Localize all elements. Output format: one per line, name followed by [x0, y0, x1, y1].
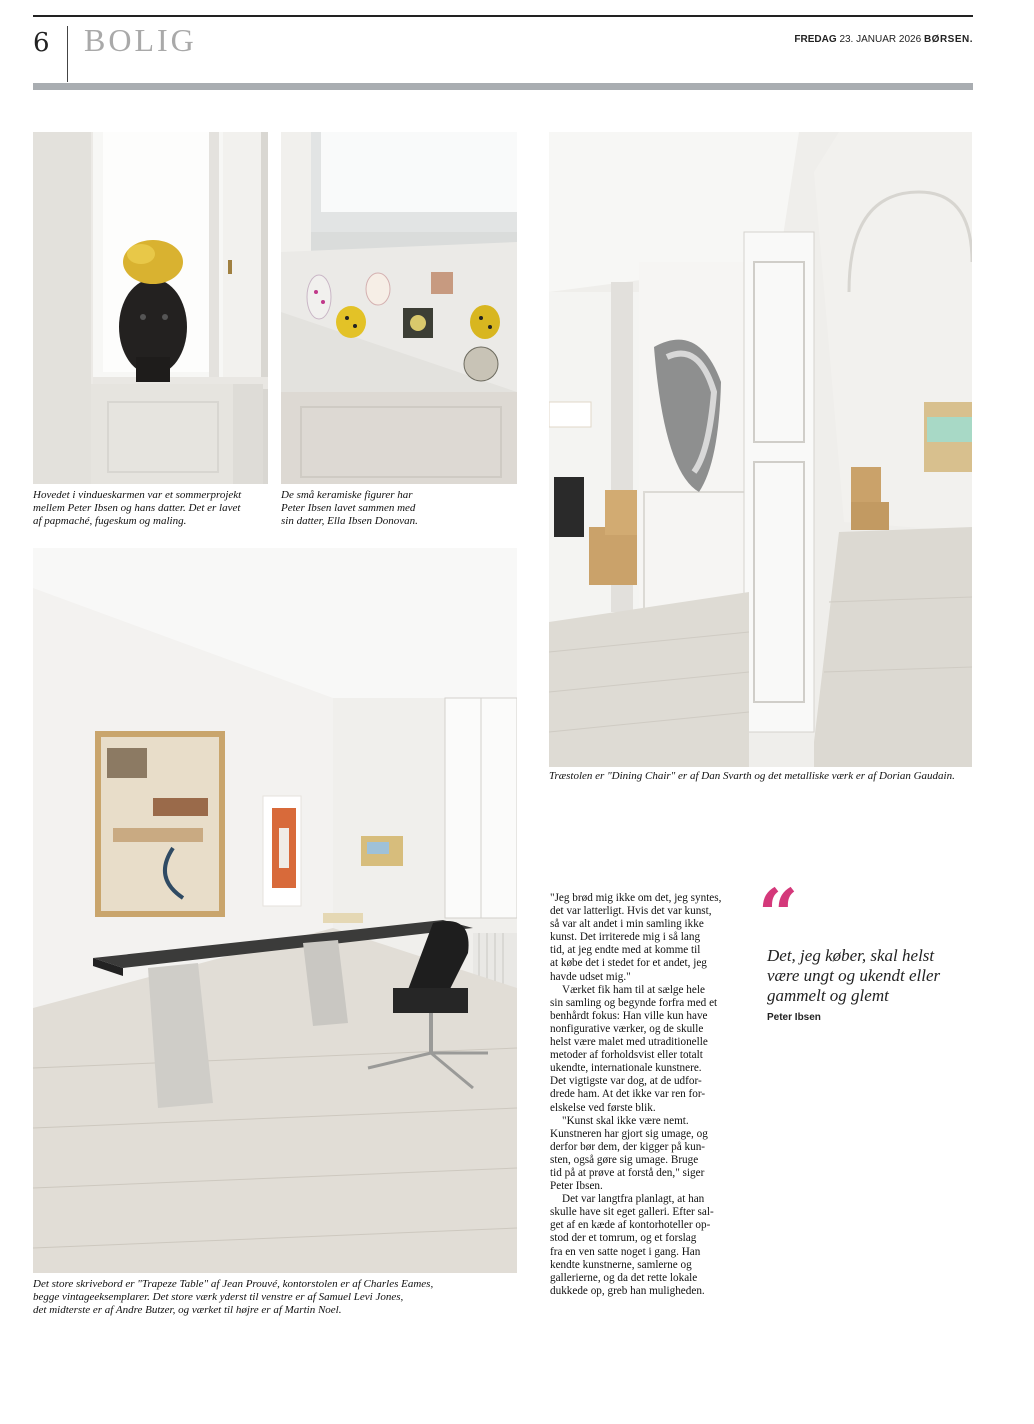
pull-quote-line: være ungt og ukendt eller: [767, 966, 941, 985]
article-line: "Kunst skal ikke være nemt.: [562, 1114, 689, 1127]
caption-head-sculpture: [33, 489, 241, 529]
caption-line: mellem Peter Ibsen og hans datter. Det er lavet: [33, 502, 241, 515]
article-line: kendte kunstnerne, samlerne og: [550, 1258, 692, 1271]
article-line: Peter Ibsen.: [550, 1180, 603, 1193]
article-line: skulle have sit eget galleri. Efter sal-: [550, 1206, 714, 1219]
article-line: Kunstneren har gjort sig umage, og: [550, 1127, 708, 1140]
article-line: sten, også gøre sig umage. Bruge: [550, 1153, 699, 1166]
header-band: [33, 83, 973, 90]
photo-desk-room: [33, 548, 517, 1273]
article-line: Værket fik ham til at sælge hele: [562, 983, 705, 996]
caption-line: Peter Ibsen lavet sammen med: [281, 502, 416, 515]
header-divider: [67, 26, 68, 82]
article-line: dukkede op, greb han muligheden.: [550, 1284, 705, 1297]
article-line: Det vigtigste var dog, at de udfor-: [550, 1075, 702, 1088]
dateline-date: 23. JANUAR 2026: [839, 34, 922, 45]
article-line: ukendte, internationale kunstnere.: [550, 1062, 702, 1075]
caption-desk-room: [33, 1278, 433, 1318]
caption-line: Hovedet i vindueskarmen var et sommerprojekt: [33, 489, 242, 501]
pull-quote-line: Det, jeg køber, skal helst: [767, 946, 935, 965]
article-line: "Jeg brød mig ikke om det, jeg syntes,: [550, 892, 722, 904]
dateline-day: FREDAG: [794, 34, 837, 45]
article-line: så var alt andet i min samling ikke: [550, 918, 704, 931]
caption-line: sin datter, Ella Ibsen Donovan.: [281, 515, 418, 528]
caption-line: Træstolen er "Dining Chair" er af Dan Svarth og det metalliske værk er af Dorian Gaudain.: [549, 770, 955, 782]
article-line: havde udset mig.": [550, 970, 631, 983]
caption-ceramics: [281, 489, 418, 529]
article-line: nonfigurative værker, og de skulle: [550, 1022, 704, 1035]
article-line: drede ham. At det ikke var ren for-: [550, 1088, 706, 1101]
article-line: det var latterligt. Hvis det var kunst,: [550, 905, 712, 918]
article-line: tid, at jeg endte med at komme til: [550, 944, 701, 957]
caption-chair-room: [549, 770, 955, 783]
article-line: Det var langtfra planlagt, at han: [562, 1193, 705, 1206]
caption-line: af papmaché, fugeskum og maling.: [33, 515, 187, 528]
article-line: stod der et tomrum, og et forslag: [550, 1232, 697, 1245]
caption-line: Det store skrivebord er "Trapeze Table" af Jean Prouvé, kontorstolen er af Charles Eames,: [33, 1278, 434, 1290]
dateline: [794, 34, 973, 45]
article-line: tid på at prøve at forstå den," siger: [550, 1166, 705, 1179]
caption-line: det midterste er af Andre Butzer, og værket til højre er af Martin Noel.: [33, 1304, 342, 1317]
page-number: 6: [33, 28, 50, 58]
article-line: derfor bør dem, der kigger på kun-: [550, 1140, 706, 1153]
article-line: helst være malet med utraditionelle: [550, 1036, 708, 1049]
article-line: gallerierne, og da det rette lokale: [550, 1271, 698, 1284]
pull-quote-author: Peter Ibsen: [767, 1012, 821, 1023]
article-line: benhårdt fokus: Han ville kun have: [550, 1009, 708, 1022]
article-line: metoder af forholdsvist eller totalt: [550, 1049, 703, 1062]
pull-quote-line: gammelt og glemt: [767, 986, 889, 1005]
section-title: BOLIG: [84, 22, 197, 58]
article-line: elskelse ved første blik.: [550, 1101, 656, 1114]
pull-quote: [767, 946, 967, 1006]
caption-line: begge vintageeksemplarer. Det store værk yderst til venstre er af Samuel Levi Jones,: [33, 1291, 404, 1304]
photo-ceramics: [281, 132, 517, 484]
article-line: sin samling og begynde forfra med et: [550, 996, 718, 1009]
caption-line: De små keramiske figurer har: [281, 489, 413, 501]
photo-head-sculpture: [33, 132, 268, 484]
publication-logo: BØRSEN.: [923, 34, 973, 45]
article-line: at købe det i stedet for et andet, jeg: [550, 957, 707, 970]
article-line: get af en kæde af kontorhoteller op-: [550, 1219, 711, 1232]
quote-mark: “: [758, 873, 799, 956]
article-body: [550, 892, 725, 1298]
photo-chair-room: [549, 132, 972, 767]
article-line: kunst. Det irriterede mig i så lang: [550, 931, 701, 944]
header-top-rule: [33, 15, 973, 17]
article-line: fra en ven satte noget i gang. Han: [550, 1245, 701, 1258]
